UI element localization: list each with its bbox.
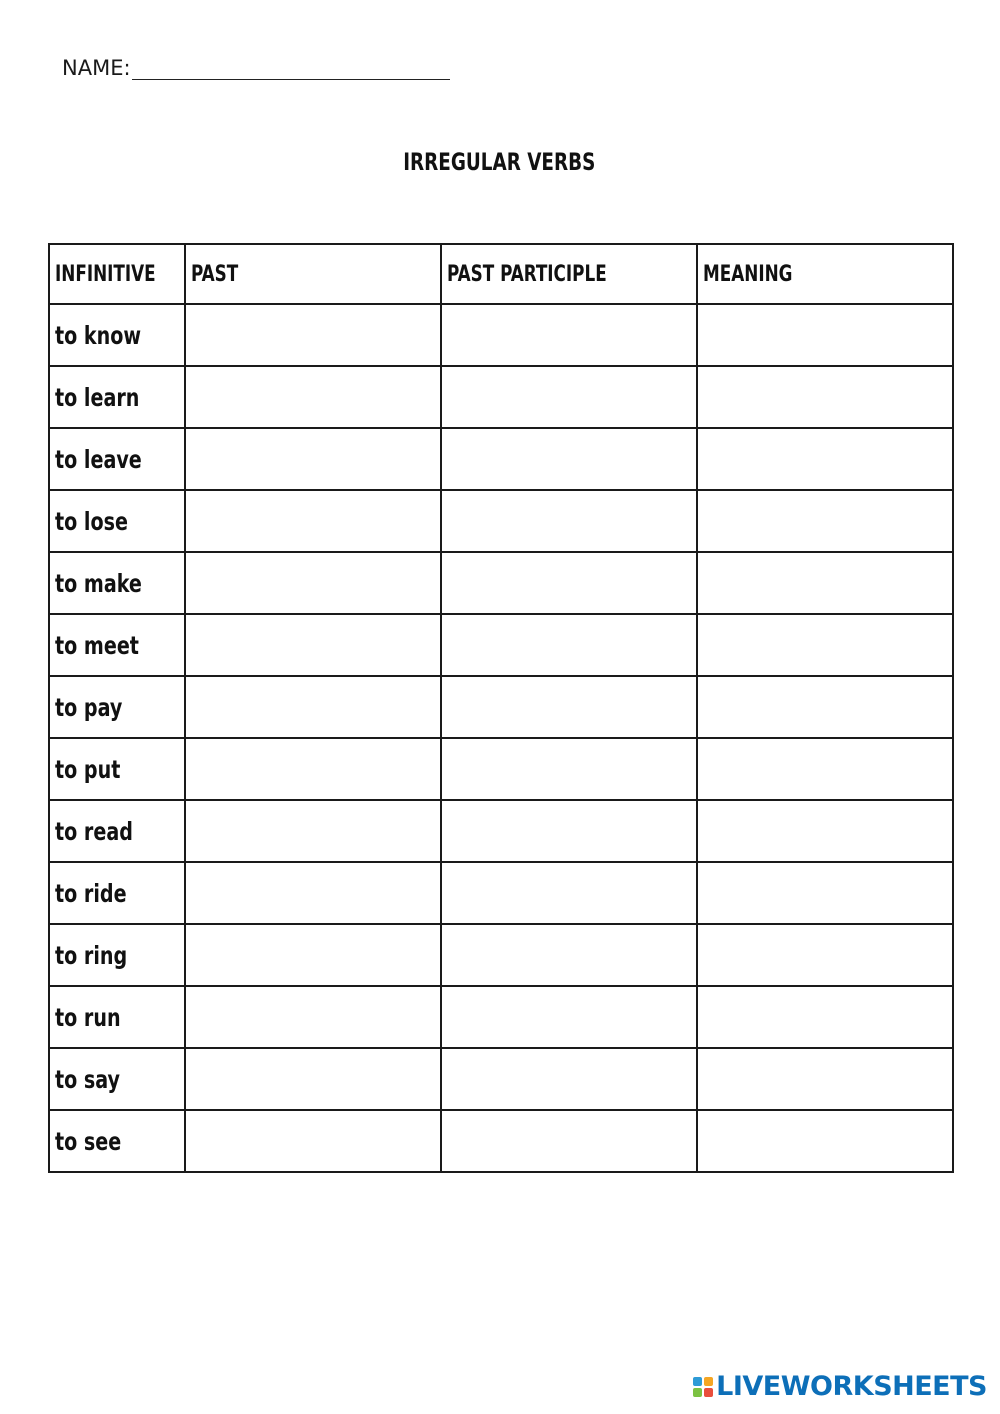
infinitive-label: to see	[55, 1126, 122, 1156]
table-row	[49, 614, 953, 676]
past-input-cell[interactable]	[185, 862, 441, 924]
table-row	[49, 800, 953, 862]
infinitive-label: to lose	[55, 506, 128, 536]
column-header-label: PAST PARTICIPLE	[447, 261, 607, 287]
logo-square	[693, 1377, 702, 1386]
past-participle-input-cell[interactable]	[441, 676, 697, 738]
infinitive-cell	[49, 862, 185, 924]
meaning-input-cell[interactable]	[697, 800, 953, 862]
infinitive-label: to know	[55, 320, 142, 350]
meaning-input-cell[interactable]	[697, 614, 953, 676]
past-input-cell[interactable]	[185, 490, 441, 552]
past-participle-input-cell[interactable]	[441, 552, 697, 614]
meaning-input-cell[interactable]	[697, 862, 953, 924]
past-participle-input-cell[interactable]	[441, 862, 697, 924]
infinitive-cell	[49, 738, 185, 800]
past-input-cell[interactable]	[185, 304, 441, 366]
infinitive-cell	[49, 366, 185, 428]
table-row	[49, 366, 953, 428]
logo-square	[693, 1388, 702, 1397]
column-header-meaning	[697, 244, 953, 304]
table-header-row	[49, 244, 953, 304]
infinitive-cell	[49, 490, 185, 552]
infinitive-label: to ride	[55, 878, 127, 908]
logo-square	[704, 1377, 713, 1386]
column-header-label: MEANING	[703, 261, 793, 287]
meaning-input-cell[interactable]	[697, 304, 953, 366]
meaning-input-cell[interactable]	[697, 986, 953, 1048]
past-participle-input-cell[interactable]	[441, 800, 697, 862]
column-header-infinitive	[49, 244, 185, 304]
column-header-label: INFINITIVE	[55, 261, 156, 287]
past-participle-input-cell[interactable]	[441, 366, 697, 428]
liveworksheets-logo-icon	[693, 1377, 713, 1397]
past-participle-input-cell[interactable]	[441, 614, 697, 676]
table-row	[49, 738, 953, 800]
meaning-input-cell[interactable]	[697, 366, 953, 428]
past-input-cell[interactable]	[185, 366, 441, 428]
meaning-input-cell[interactable]	[697, 1110, 953, 1172]
infinitive-label: to leave	[55, 444, 142, 474]
table-row	[49, 490, 953, 552]
past-input-cell[interactable]	[185, 428, 441, 490]
past-input-cell[interactable]	[185, 738, 441, 800]
meaning-input-cell[interactable]	[697, 738, 953, 800]
past-input-cell[interactable]	[185, 800, 441, 862]
name-label: NAME:	[62, 56, 131, 80]
table-row	[49, 986, 953, 1048]
meaning-input-cell[interactable]	[697, 1048, 953, 1110]
meaning-input-cell[interactable]	[697, 676, 953, 738]
infinitive-label: to read	[55, 816, 133, 846]
past-participle-input-cell[interactable]	[441, 428, 697, 490]
past-input-cell[interactable]	[185, 552, 441, 614]
liveworksheets-brand	[693, 1371, 987, 1402]
past-participle-input-cell[interactable]	[441, 490, 697, 552]
infinitive-label: to meet	[55, 630, 139, 660]
past-participle-input-cell[interactable]	[441, 924, 697, 986]
name-input-line[interactable]	[132, 57, 450, 80]
column-header-past-participle	[441, 244, 697, 304]
past-input-cell[interactable]	[185, 614, 441, 676]
infinitive-label: to pay	[55, 692, 123, 722]
past-participle-input-cell[interactable]	[441, 1110, 697, 1172]
meaning-input-cell[interactable]	[697, 552, 953, 614]
infinitive-cell	[49, 304, 185, 366]
table-row	[49, 428, 953, 490]
past-participle-input-cell[interactable]	[441, 738, 697, 800]
table-row	[49, 862, 953, 924]
infinitive-label: to say	[55, 1064, 121, 1094]
table-row	[49, 924, 953, 986]
past-participle-input-cell[interactable]	[441, 1048, 697, 1110]
past-input-cell[interactable]	[185, 1110, 441, 1172]
name-field-row	[62, 56, 450, 80]
past-input-cell[interactable]	[185, 676, 441, 738]
past-input-cell[interactable]	[185, 1048, 441, 1110]
infinitive-label: to ring	[55, 940, 128, 970]
infinitive-label: to learn	[55, 382, 140, 412]
infinitive-cell	[49, 1110, 185, 1172]
table-row	[49, 1048, 953, 1110]
column-header-past	[185, 244, 441, 304]
infinitive-cell	[49, 986, 185, 1048]
infinitive-cell	[49, 924, 185, 986]
past-input-cell[interactable]	[185, 986, 441, 1048]
table-row	[49, 304, 953, 366]
infinitive-cell	[49, 428, 185, 490]
irregular-verbs-table	[48, 243, 954, 1173]
brand-name: LIVEWORKSHEETS	[716, 1371, 987, 1402]
meaning-input-cell[interactable]	[697, 490, 953, 552]
infinitive-cell	[49, 676, 185, 738]
infinitive-cell	[49, 1048, 185, 1110]
infinitive-cell	[49, 552, 185, 614]
meaning-input-cell[interactable]	[697, 428, 953, 490]
table-row	[49, 552, 953, 614]
infinitive-cell	[49, 614, 185, 676]
infinitive-label: to make	[55, 568, 142, 598]
past-input-cell[interactable]	[185, 924, 441, 986]
table-row	[49, 676, 953, 738]
past-participle-input-cell[interactable]	[441, 986, 697, 1048]
infinitive-label: to put	[55, 754, 121, 784]
infinitive-cell	[49, 800, 185, 862]
column-header-label: PAST	[191, 261, 239, 287]
past-participle-input-cell[interactable]	[441, 304, 697, 366]
worksheet-title: IRREGULAR VERBS	[403, 148, 596, 176]
table-row	[49, 1110, 953, 1172]
infinitive-label: to run	[55, 1002, 121, 1032]
meaning-input-cell[interactable]	[697, 924, 953, 986]
logo-square	[704, 1388, 713, 1397]
